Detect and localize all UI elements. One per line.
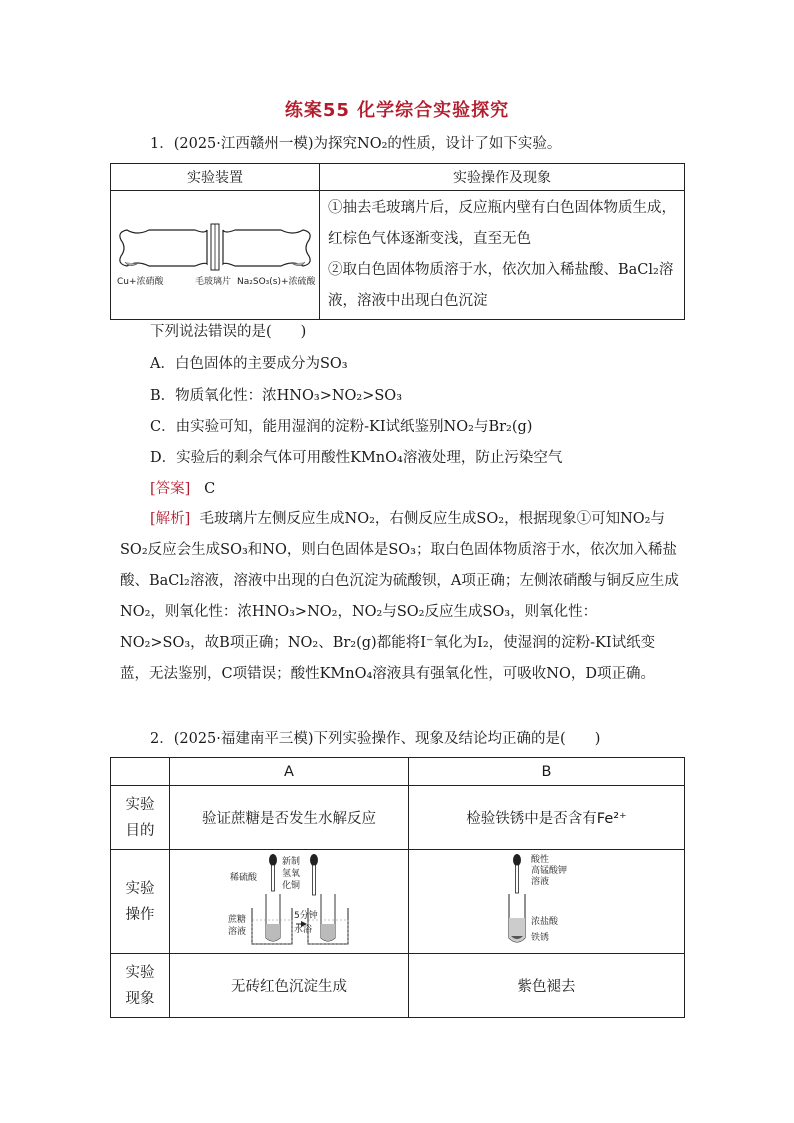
label-bath-2: 水浴 xyxy=(294,924,313,935)
dropper-a-bulb xyxy=(269,854,277,866)
q1-table xyxy=(110,163,685,320)
dropper-c-tube xyxy=(515,865,518,893)
left-flask xyxy=(120,230,207,266)
q1-analysis xyxy=(120,504,680,690)
q1-header: 1．(2025·江西赣州一模)为探究NO₂的性质，设计了如下实验。 xyxy=(150,136,562,152)
q2-purpose-a: 验证蔗糖是否发生水解反应 xyxy=(170,786,409,850)
label-na2so3: Na₂SO₃(s)+浓硫酸 xyxy=(237,277,315,287)
q1-col1-header: 实验装置 xyxy=(111,164,320,191)
analysis-tag: [解析] xyxy=(150,511,191,527)
label-rust: 铁锈 xyxy=(530,932,549,943)
q1-option-a: A．白色固体的主要成分为SO₃ xyxy=(150,356,348,372)
label-sucrose-1: 蔗糖 xyxy=(228,914,247,925)
tube-2-liquid xyxy=(321,924,335,941)
dropper-b-bulb xyxy=(310,854,318,866)
answer-tag: [答案] xyxy=(150,481,191,497)
q1-option-b: B．物质氧化性：浓HNO₃>NO₂>SO₃ xyxy=(150,388,403,404)
q2-operation-a xyxy=(170,850,409,954)
label-fresh-2: 氢氧 xyxy=(282,868,301,879)
dropper-c-bulb xyxy=(513,854,521,866)
label-kmno4-1: 酸性 xyxy=(530,854,549,865)
apparatus-diagram xyxy=(115,218,315,288)
q2-corner xyxy=(111,758,170,786)
q2-purpose-b: 检验铁锈中是否含有Fe²⁺ xyxy=(409,786,685,850)
q1-step-1: ①抽去毛玻璃片后，反应瓶内壁有白色固体物质生成，红棕色气体逐渐变浅，直至无色 xyxy=(328,200,676,247)
label-fresh-3: 化铜 xyxy=(282,880,301,891)
q2-row-operation-label: 实验操作 xyxy=(111,850,170,954)
label-kmno4-3: 溶液 xyxy=(530,876,549,887)
tube-1-liquid xyxy=(266,924,280,941)
q2-result-a: 无砖红色沉淀生成 xyxy=(170,954,409,1018)
label-kmno4-2: 高锰酸钾 xyxy=(530,865,567,876)
label-hcl: 浓盐酸 xyxy=(530,916,558,927)
q1-procedure-cell xyxy=(320,191,685,320)
q1-prompt: 下列说法错误的是( ) xyxy=(150,324,307,340)
analysis-text: 毛玻璃片左侧反应生成NO₂，右侧反应生成SO₂，根据现象①可知NO₂与SO₂反应会生成SO₃和NO，则白色固体是SO₃；取白色固体物质溶于水，依次加入稀盐酸、BaCl₂溶液，溶液中出现的白色沉淀为硫酸钡，A项正确；左侧浓硝酸与铜反应生成NO₂，则氧化性：浓HNO₃>NO₂，NO₂与SO₂反应生成SO₃，则氧化性：NO₂>SO₃，故B项正确；NO₂、Br₂(g)都能将I⁻氧化为I₂，使湿润的淀粉-KI试纸变蓝，无法鉴别，C项错误；酸性KMnO₄溶液具有强氧化性，可吸收NO，D项正确。 xyxy=(120,511,679,682)
q2-col-b: B xyxy=(409,758,685,786)
q2-table xyxy=(110,757,685,1018)
q2-result-b: 紫色褪去 xyxy=(409,954,685,1018)
q1-option-d: D．实验后的剩余气体可用酸性KMnO₄溶液处理，防止污染空气 xyxy=(150,450,563,466)
rust-diagram xyxy=(487,852,607,948)
q1-answer-line xyxy=(150,479,215,499)
q1-col2-header: 实验操作及现象 xyxy=(320,164,685,191)
dropper-a-tube xyxy=(272,865,275,891)
label-fresh-1: 新制 xyxy=(282,856,301,867)
label-bath-1: 5分钟 xyxy=(294,910,318,921)
q2-row-result-label: 实验现象 xyxy=(111,954,170,1018)
page-title: 练案55 化学综合实验探究 xyxy=(284,100,510,121)
q1-step-2: ②取白色固体物质溶于水，依次加入稀盐酸、BaCl₂溶液，溶液中出现白色沉淀 xyxy=(328,262,674,309)
label-glass-plate: 毛玻璃片 xyxy=(195,277,232,287)
label-sucrose-2: 溶液 xyxy=(228,926,247,937)
label-cu-nitric: Cu+浓硝酸 xyxy=(117,277,164,287)
q2-operation-b xyxy=(409,850,685,954)
right-flask xyxy=(223,230,310,266)
dropper-b-tube xyxy=(313,865,316,895)
q2-header: 2．(2025·福建南平三模)下列实验操作、现象及结论均正确的是( ) xyxy=(150,731,601,747)
sucrose-diagram xyxy=(214,852,364,948)
label-dilute-acid: 稀硫酸 xyxy=(230,872,258,883)
q2-row-purpose-label: 实验目的 xyxy=(111,786,170,850)
answer-value: C xyxy=(204,481,216,497)
q2-col-a: A xyxy=(170,758,409,786)
q1-apparatus-cell xyxy=(111,191,320,320)
q1-option-c: C．由实验可知，能用湿润的淀粉-KI试纸鉴别NO₂与Br₂(g) xyxy=(150,419,533,435)
